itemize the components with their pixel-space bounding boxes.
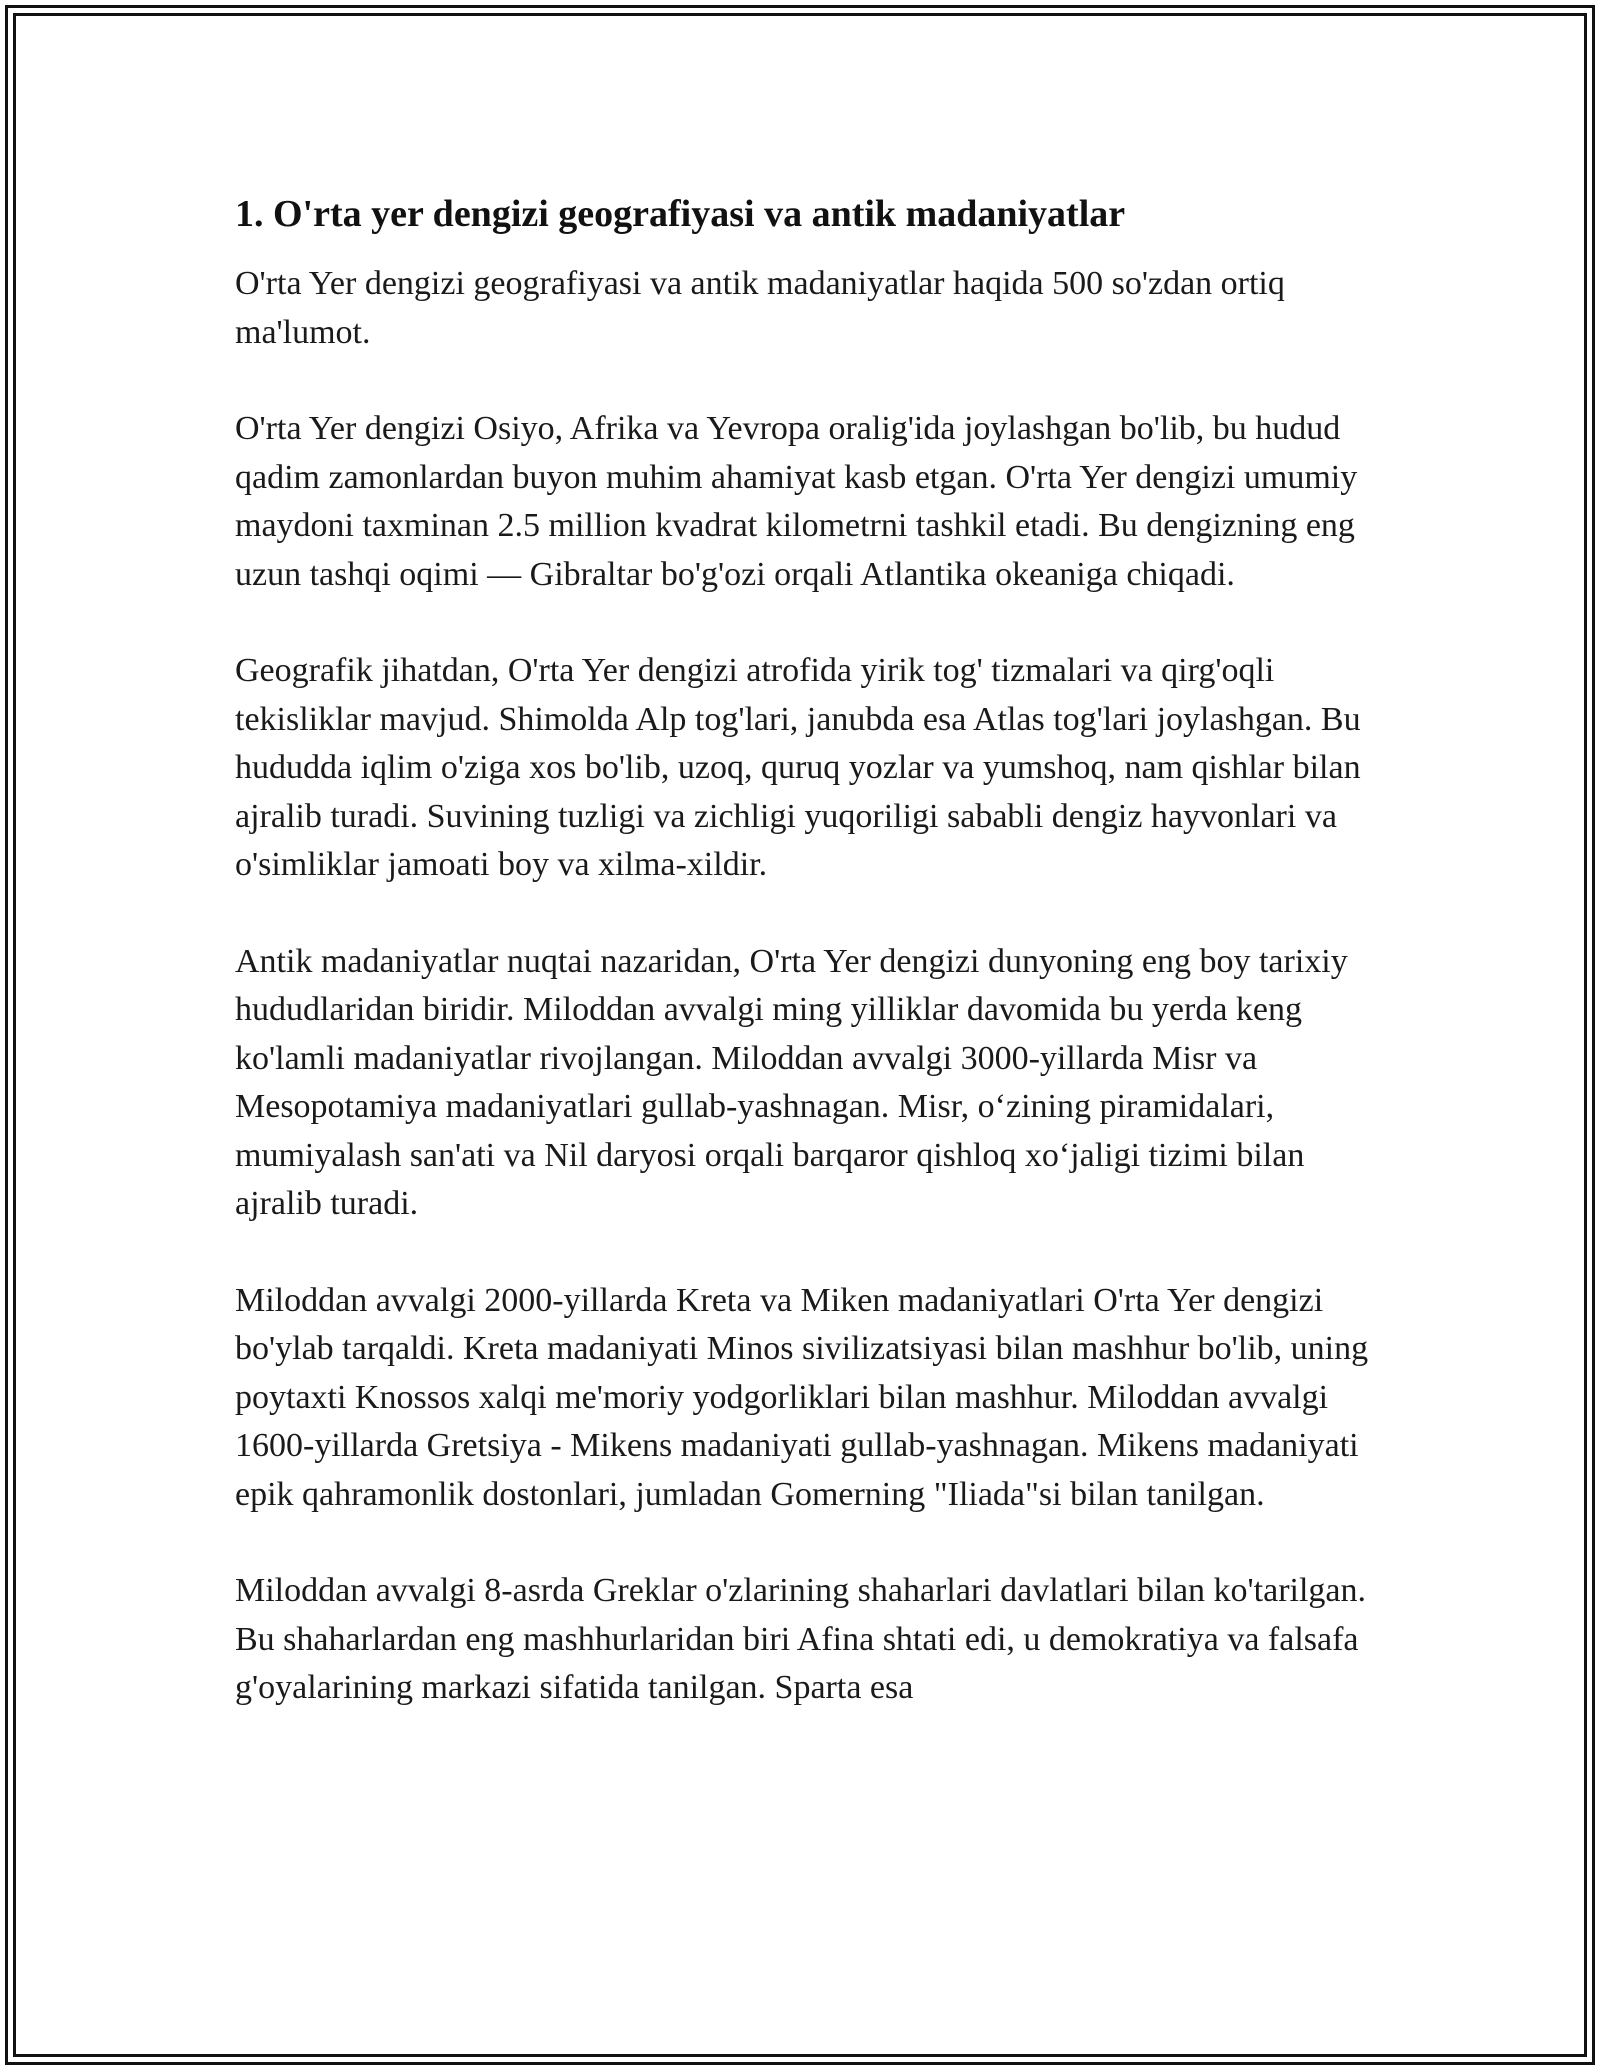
paragraph-greek-city-states: Miloddan avvalgi 8-asrda Greklar o'zlarining shaharlari davlatlari bilan ko'tarilgan. Bu shaharlardan eng mashhurlaridan biri Afina shtati edi, u demokratiya va falsafa g'oyalarining markazi sifatida tanilgan. Sparta esa [235, 1572, 1367, 1706]
paragraph-ancient-cultures: Antik madaniyatlar nuqtai nazaridan, O'rta Yer dengizi dunyoning eng boy tarixiy hududlaridan biridir. Miloddan avvalgi ming yilliklar davomida bu yerda keng ko'lamli madaniyatlar rivojlangan. Miloddan avvalgi 3000-yillarda Misr va Mesopotamiya madaniyatlari gullab-yashnagan. Misr, o‘zining piramidalari, mumiyalash san'ati va Nil daryosi orqali barqaror qishloq xo‘jaligi tizimi bilan ajralib turadi. [235, 942, 1348, 1222]
section-heading: 1. O'rta yer dengizi geografiyasi va antik madaniyatlar [235, 193, 1126, 235]
paragraph-geography: Geografik jihatdan, O'rta Yer dengizi atrofida yirik tog' tizmalari va qirg'oqli tekisliklar mavjud. Shimolda Alp tog'lari, janubda esa Atlas tog'lari joylashgan. Bu hududda iqlim o'ziga xos bo'lib, uzoq, quruq yozlar va yumshoq, nam qishlar bilan ajralib turadi. Suvining tuzligi va zichligi yuqoriligi sababli dengiz hayvonlari va o'simliklar jamoati boy va xilma-xildir. [235, 652, 1361, 883]
paragraph-intro: O'rta Yer dengizi geografiyasi va antik madaniyatlar haqida 500 so'zdan ortiq ma'lumot. [235, 265, 1285, 351]
document-body [235, 190, 1375, 1761]
paragraph-crete-mycenae: Miloddan avvalgi 2000-yillarda Kreta va Miken madaniyatlari O'rta Yer dengizi bo'ylab tarqaldi. Kreta madaniyati Minos sivilizatsiyasi bilan mashhur bo'lib, uning poytaxti Knossos xalqi me'moriy yodgorliklari bilan mashhur. Miloddan avvalgi 1600-yillarda Gretsiya - Mikens madaniyati gullab-yashnagan. Mikens madaniyati epik qahramonlik dostonlari, jumladan Gomerning "Iliada"si bilan tanilgan. [235, 1281, 1369, 1513]
paragraph-location: O'rta Yer dengizi Osiyo, Afrika va Yevropa oralig'ida joylashgan bo'lib, bu hudud qadim zamonlardan buyon muhim ahamiyat kasb etgan. O'rta Yer dengizi umumiy maydoni taxminan 2.5 million kvadrat kilometrni tashkil etadi. Bu dengizning eng uzun tashqi oqimi — Gibraltar bo'g'ozi orqali Atlantika okeaniga chiqadi. [235, 410, 1358, 593]
